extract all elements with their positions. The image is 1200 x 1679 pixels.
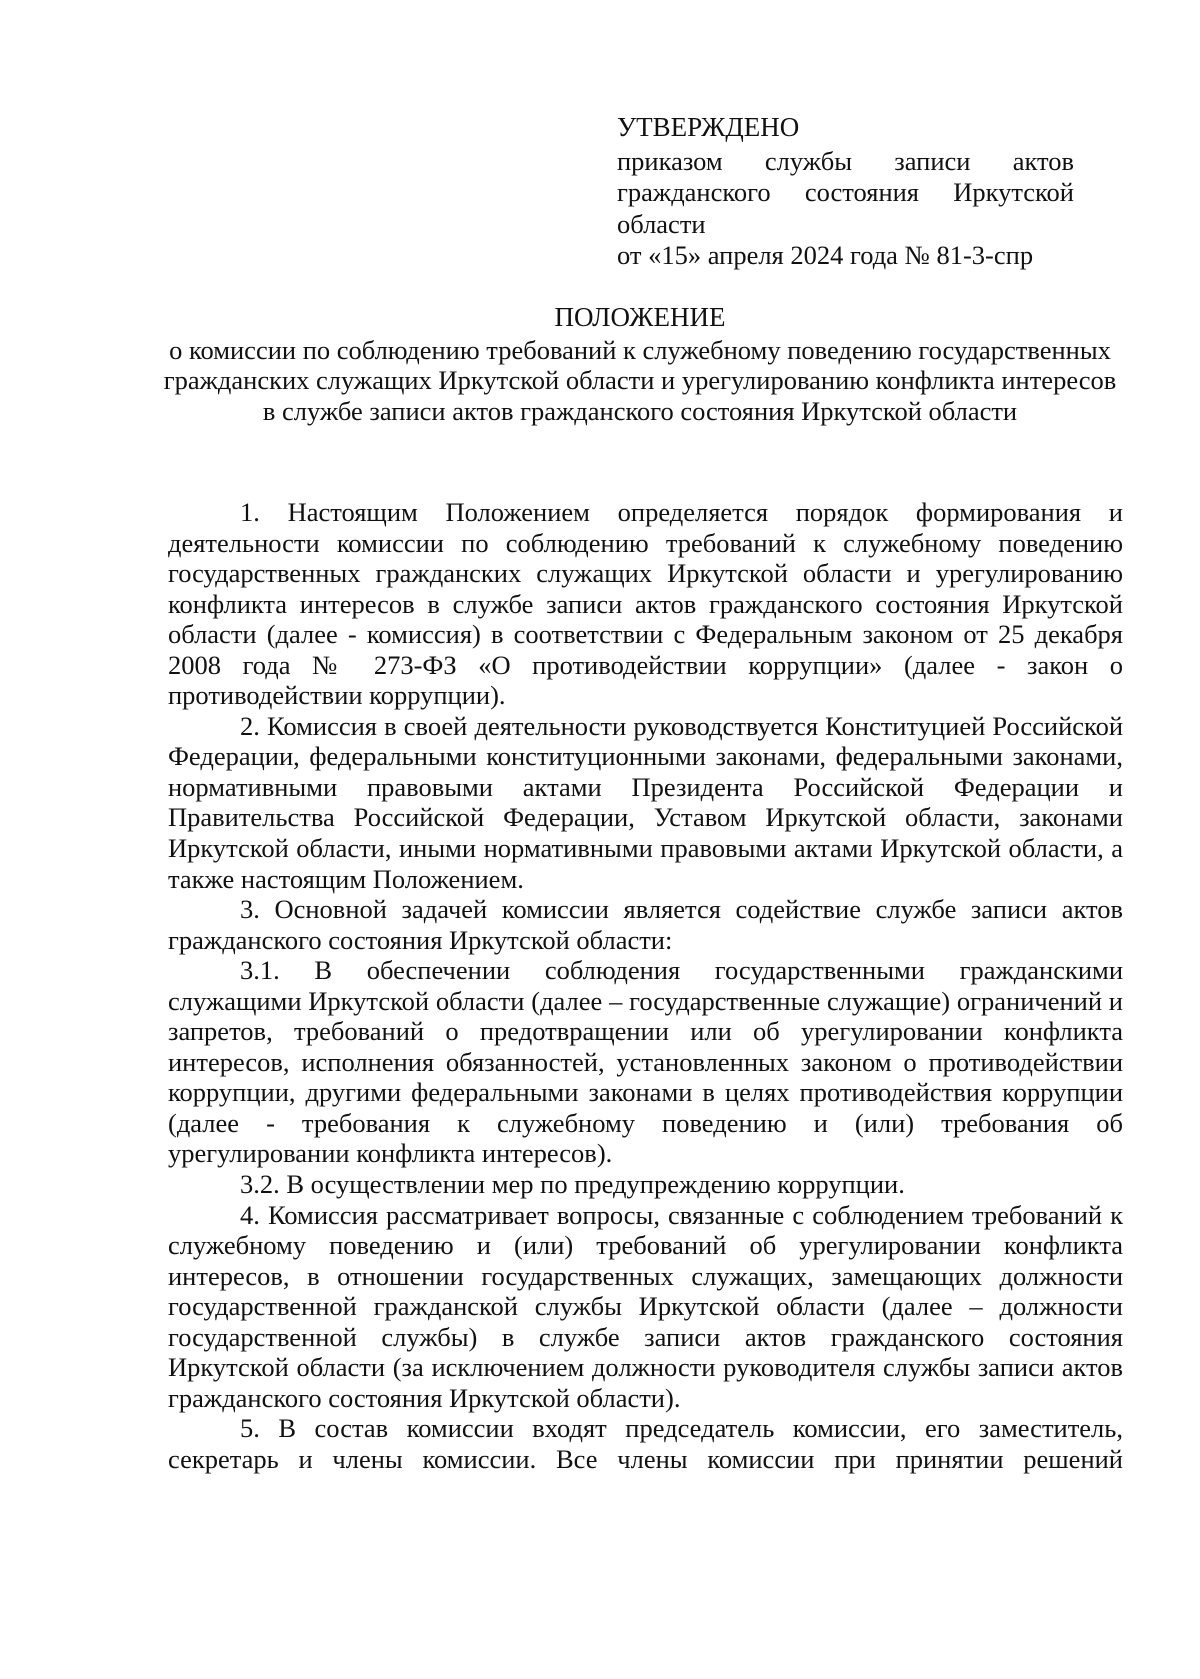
paragraph-2: 2. Комиссия в своей деятельности руководствуется Конституцией Российской Федерации, федеральными конституционными законами, федеральными законами, нормативными правовыми актами Президента Российской Федерации и Правительства Российской Федерации, Уставом Иркутской области, законами Иркутской области, иными нормативными правовыми актами Иркутской области, а также настоящим Положением.: [168, 710, 1123, 894]
approval-label: УТВЕРЖДЕНО: [617, 112, 800, 142]
paragraph-3-1: 3.1. В обеспечении соблюдения государственными гражданскими служащими Иркутской области (далее – государственные служащие) ограничений и запретов, требований о предотвращении или об урегулировании конфликта интересов, исполнения обязанностей, установленных законом о противодействии коррупции, другими федеральными законами в целях противодействия коррупции (далее - требования к служебному поведению и (или) требования об урегулировании конфликта интересов).: [168, 955, 1123, 1169]
paragraph-1: 1. Настоящим Положением определяется порядок формирования и деятельности комиссии по соблюдению требований к служебному поведению государственных гражданских служащих Иркутской области и урегулированию конфликта интересов в службе записи актов гражданского состояния Иркутской области (далее - комиссия) в соответствии с Федеральным законом от 25 декабря 2008 года № 273-ФЗ «О противодействии коррупции» (далее - закон о противодействии коррупции).: [168, 497, 1123, 711]
approval-stamp: [617, 112, 1074, 271]
approval-date: от «15» апреля 2024 года № 81-3-спр: [617, 239, 1034, 270]
paragraph-5: 5. В состав комиссии входят председатель комиссии, его заместитель, секретарь и члены комиссии. Все члены комиссии при принятии решений: [168, 1413, 1123, 1474]
document-body: [168, 497, 1123, 1475]
document-heading: [160, 302, 1120, 426]
paragraph-3-2: 3.2. В осуществлении мер по предупреждению коррупции.: [240, 1169, 905, 1200]
approval-issuer: приказом службы записи актов гражданского состояния Иркутской области: [617, 146, 1074, 239]
paragraph-3: 3. Основной задачей комиссии является содействие службе записи актов гражданского состояния Иркутской области:: [168, 894, 1123, 955]
document-subtitle: о комиссии по соблюдению требований к служебному поведению государственных гражданских служащих Иркутской области и урегулированию конфликта интересов в службе записи актов гражданского состояния Иркутской области: [163, 334, 1117, 426]
document-title: ПОЛОЖЕНИЕ: [554, 302, 726, 332]
paragraph-4: 4. Комиссия рассматривает вопросы, связанные с соблюдением требований к служебному поведению и (или) требований об урегулировании конфликта интересов, в отношении государственных служащих, замещающих должности государственной гражданской службы Иркутской области (далее – должности государственной службы) в службе записи актов гражданского состояния Иркутской области (за исключением должности руководителя службы записи актов гражданского состояния Иркутской области).: [168, 1199, 1123, 1413]
